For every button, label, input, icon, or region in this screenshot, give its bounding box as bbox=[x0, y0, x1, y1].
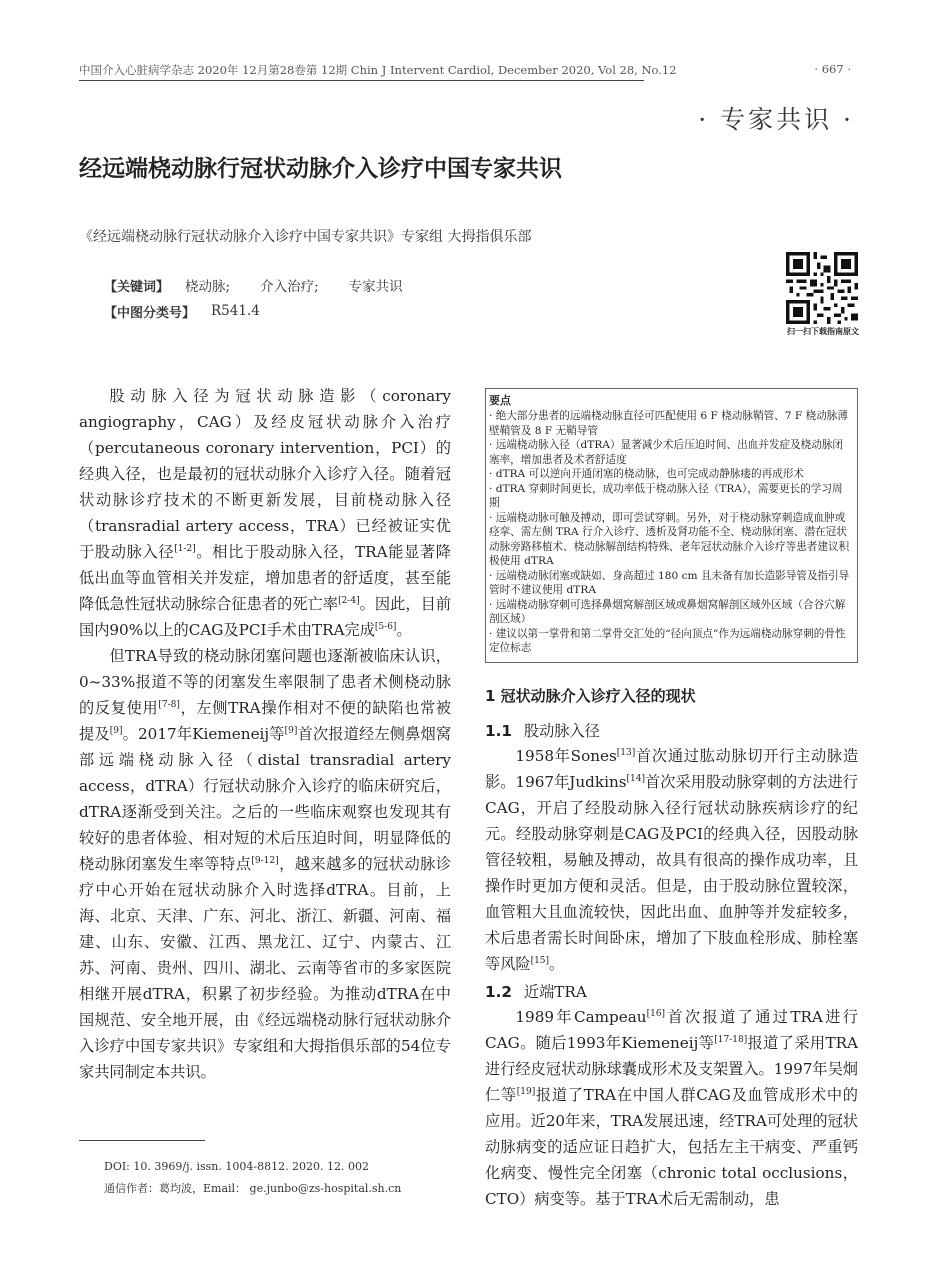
column-label: · 专家共识 · bbox=[698, 105, 854, 134]
header-divider bbox=[79, 80, 644, 81]
key-point: · 建议以第一掌骨和第二掌骨交汇处的“径向顶点”作为远端桡动脉穿刺的骨性定位标志 bbox=[489, 627, 846, 654]
keywords-label: 【关键词】 bbox=[104, 279, 170, 295]
page-number: · 667 · bbox=[814, 62, 851, 76]
classification-label: 【中图分类号】 bbox=[104, 305, 196, 321]
classification-value: R541.4 bbox=[211, 303, 260, 319]
keyword: 介入治疗; bbox=[260, 279, 319, 295]
article-authors: 《经远端桡动脉行冠状动脉介入诊疗中国专家共识》专家组 大拇指俱乐部 bbox=[79, 229, 532, 245]
key-point: · dTRA 穿刺时间更长，成功率低于桡动脉入径（TRA），需要更长的学习周期 bbox=[489, 482, 843, 509]
key-points-title: 要点 bbox=[489, 394, 511, 407]
left-column bbox=[79, 383, 451, 1085]
footnotes bbox=[104, 1156, 401, 1200]
key-points-box bbox=[485, 388, 858, 663]
keyword: 专家共识 bbox=[348, 279, 403, 295]
key-point: · 远端桡动脉可触及搏动，即可尝试穿刺。另外，对于桡动脉穿刺造成血肿或痉挛、需左侧 TRA 行介入诊疗、透析及肾功能不全、桡动脉闭塞、潜在冠状动脉旁路移植术、桡动脉解剖结构特殊、老年冠状动脉介入诊疗等患者建议积极使用 dTRA bbox=[489, 511, 850, 567]
corresponding-author: 通信作者：葛均波，Email： ge.junbo@zs-hospital.sh.cn bbox=[104, 1182, 402, 1195]
subsection-heading: 1.1 股动脉入径 bbox=[485, 721, 600, 740]
footnote-divider bbox=[79, 1140, 205, 1141]
key-point: · dTRA 可以逆向开通闭塞的桡动脉，也可完成动静脉瘘的再成形术 bbox=[489, 468, 805, 480]
qr-caption: 扫一扫下载指南原文 bbox=[787, 326, 859, 336]
doi-line[interactable]: DOI: 10. 3969/j. issn. 1004-8812. 2020. 12. 002 bbox=[104, 1160, 370, 1173]
intro-paragraph: 但TRA导致的桡动脉闭塞问题也逐渐被临床认识，0~33%报道不等的闭塞发生率限制了患者术侧桡动脉的反复使用[7-8]，左侧TRA操作相对不便的缺陷也常被提及[9]。2017年Kiemeneij等[9]首次报道经左侧鼻烟窝部远端桡动脉入径（distal transradial artery access，dTRA）行冠状动脉介入诊疗的临床研究后，dTRA逐渐受到关注。之后的一些临床观察也发现其有较好的患者体验、相对短的术后压迫时间，明显降低的桡动脉闭塞发生率等特点[9-12]，越来越多的冠状动脉诊疗中心开始在冠状动脉介入时选择dTRA。目前，上海、北京、天津、广东、河北、浙江、新疆、河南、福建、山东、安徽、江西、黑龙江、辽宁、内蒙古、江苏、河南、贵州、四川、湖北、云南等省市的多家医院相继开展dTRA，积累了初步经验。为推动dTRA在中国规范、安全地开展，由《经远端桡动脉行冠状动脉介入诊疗中国专家共识》专家组和大拇指俱乐部的54位专家共同制定本共识。 bbox=[79, 647, 452, 1081]
journal-citation: 中国介入心脏病学杂志 2020年 12月第28卷第 12期 Chin J Intervent Cardiol, December 2020, Vol 28, No.12 bbox=[79, 63, 677, 77]
key-point: · 远端桡动脉穿刺可选择鼻烟窝解剖区域或鼻烟窝解剖区域外区域（合谷穴解剖区域） bbox=[489, 598, 846, 625]
key-point: · 绝大部分患者的远端桡动脉直径可匹配使用 6 F 桡动脉鞘管、7 F 桡动脉薄壁鞘管及 8 F 无鞘导管 bbox=[489, 410, 848, 437]
article-title: 经远端桡动脉行冠状动脉介入诊疗中国专家共识 bbox=[79, 156, 562, 182]
article-meta bbox=[104, 272, 433, 324]
section-heading: 1 冠状动脉介入诊疗入径的现状 bbox=[485, 686, 696, 705]
intro-paragraph: 股动脉入径为冠状动脉造影（coronary angiography，CAG）及经皮冠状动脉介入治疗（percutaneous coronary intervention，PCI）的经典入径，也是最初的冠状动脉介入诊疗入径。随着冠状动脉诊疗技术的不断更新发展，目前桡动脉入径（transradial artery access，TRA）已经被证实优于股动脉入径[1-2]。相比于股动脉入径，TRA能显著降低出血等血管相关并发症，增加患者的舒适度，甚至能降低急性冠状动脉综合征患者的死亡率[2-4]。因此，目前国内90%以上的CAG及PCI手术由TRA完成[5-6]。 bbox=[79, 387, 452, 639]
body-paragraph: 1989年Campeau[16]首次报道了通过TRA进行CAG。随后1993年Kiemeneij等[17-18]报道了采用TRA进行经皮冠状动脉球囊成形术及支架置入。1997年吴炯仁等[19]报道了TRA在中国人群CAG及血管成形术中的应用。近20年来，TRA发展迅速，经TRA可处理的冠状动脉病变的适应证日趋扩大，包括左主干病变、严重钙化病变、慢性完全闭塞（chronic total occlusions，CTO）病变等。基于TRA术后无需制动，患 bbox=[485, 1007, 858, 1208]
key-point: · 远端桡动脉入径（dTRA）显著减少术后压迫时间、出血并发症及桡动脉闭塞率，增加患者及术者舒适度 bbox=[489, 439, 844, 466]
qr-code-icon[interactable] bbox=[786, 252, 858, 324]
keywords-row bbox=[104, 272, 433, 298]
key-point: · 远端桡动脉闭塞或缺如、身高超过 180 cm 且未备有加长造影导管及指引导管时不建议使用 dTRA bbox=[489, 569, 850, 596]
running-header bbox=[79, 62, 851, 82]
subsection-heading: 1.2 近端TRA bbox=[485, 982, 587, 1001]
classification-row bbox=[104, 298, 433, 324]
right-column bbox=[485, 388, 858, 1212]
keyword: 桡动脉; bbox=[185, 279, 231, 295]
body-paragraph: 1958年Sones[13]首次通过肱动脉切开行主动脉造影。1967年Judkins[14]首次采用股动脉穿刺的方法进行CAG，开启了经股动脉入径行冠状动脉疾病诊疗的纪元。经股动脉穿刺是CAG及PCI的经典入径，因股动脉管径较粗，易触及搏动，故具有很高的操作成功率，且操作时更加方便和灵活。但是，由于股动脉位置较深，血管粗大且血流较快，因此出血、血肿等并发症较多，术后患者需长时间卧床，增加了下肢血栓形成、肺栓塞等风险[15]。 bbox=[485, 746, 859, 973]
